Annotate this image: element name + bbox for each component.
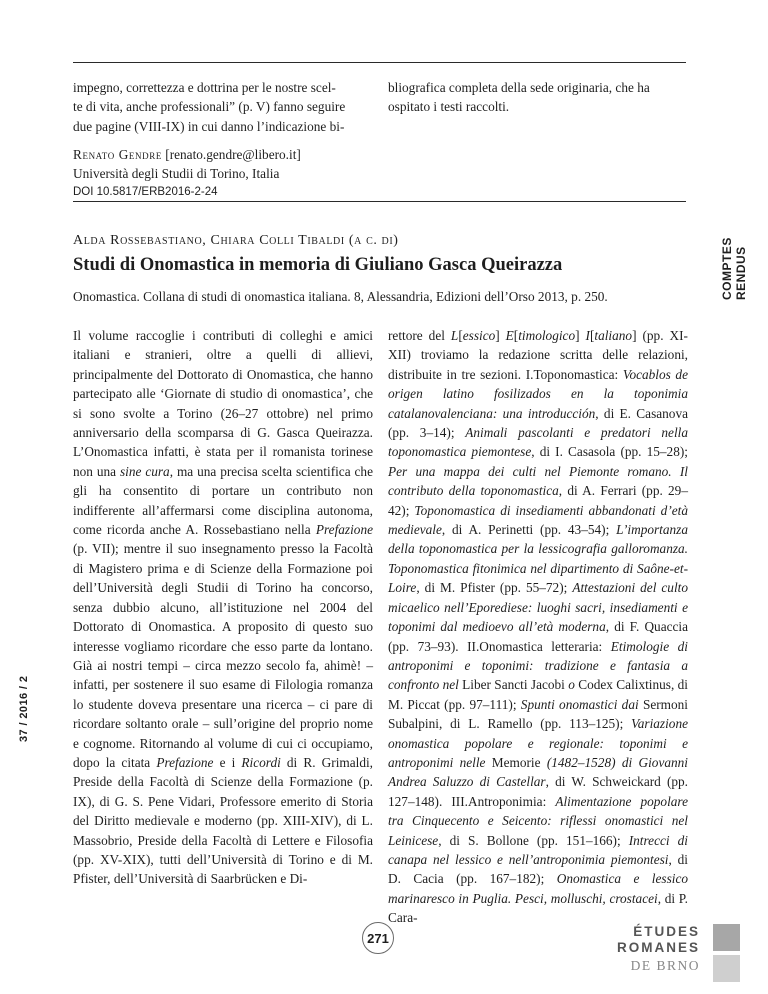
text-line: te di vita, anche professionali” (p. V) fanno seguire bbox=[73, 99, 346, 115]
reviewer-email[interactable]: [renato.gendre@libero.it] bbox=[165, 147, 301, 162]
text-line: due pagine (VIII-IX) in cui danno l’indicazione bi- bbox=[73, 118, 345, 134]
text-line: ospitato i testi raccolti. bbox=[388, 99, 510, 115]
reviewer-name: Renato Gendre bbox=[73, 147, 162, 162]
text-line: impegno, correttezza e dottrina per le nostre scel- bbox=[73, 80, 336, 95]
section-rule bbox=[73, 201, 686, 202]
continuation-left bbox=[73, 78, 373, 136]
body-column-right: rettore del L[essico] E[timologico] I[taliano] (pp. XI-XII) troviamo la redazione scritta delle relazioni, distribuite in tre sezioni. I.Toponomastica: Vocablos de origen latino fosilizados en la toponimia catalanovalenciana: una introducción, di E. Casanova (pp. 3–14); Animali pascolanti e predatori nella toponomastica piemontese, di I. Casasola (pp. 15–28); Per una mappa dei culti nel Piemonte romano. Il contributo della toponomastica, di A. Ferrari (pp. 29–42); Toponomastica di insediamenti abbandonati d’età medievale, di A. Perinetti (pp. 43–54); L’importanza della toponomastica per la lessicografia galloromanza. Toponomastica fitonimica nel dipartimento di Saône-et-Loire, di M. Pfister (pp. 55–72); Attestazioni del culto micaelico nell’Eporediese: luoghi sacri, insediamenti e toponimi dal medioevo all’età moderna, di F. Quaccia (pp. 73–93). II.Onomastica letteraria: Etimologie di antroponimi e toponimi: tradizione e fantasia a confronto nel Liber Sancti Jacobi o Codex Calixtinus, di M. Piccat (pp. 97–111); Spunti onomastici dai Sermoni Subalpini, di L. Ramello (pp. 113–125); Variazione onomastica popolare e regionale: toponimi e antroponimi nelle Memorie (1482–1528) di Giovanni Andrea Saluzzo di Castellar, di W. Schweickard (pp. 127–148). III.Antroponimia: Alimentazione popolare tra Cinquecento e Seicento: riflessi onomastici nel Leinicese, di S. Bollone (pp. 151–166); Intrecci di canapa nel lessico e nell’antroponimia piemontesi, di D. Cacia (pp. 167–182); Onomastica e lessico marinaresco in Puglia. Pesci, molluschi, crostacei, di P. Cara- bbox=[388, 328, 689, 926]
continuation-right bbox=[388, 78, 688, 117]
text-line: bliografica completa della sede originaria, che ha bbox=[388, 80, 650, 95]
section-label-comptes-rendus: COMPTES RENDUS bbox=[720, 237, 748, 300]
logo-square-icon bbox=[713, 924, 740, 951]
review-authors: Alda Rossebastiano, Chiara Colli Tibaldi (a c. di) bbox=[73, 233, 399, 248]
body-column-left: Il volume raccoglie i contributi di colleghi e amici italiani e stranieri, oltre a quelli di allievi, principalmente del Dottorato di Onomastica, che hanno partecipato alle ‘Giornate di studio di onomastica’, che si sono svolte a Torino (26–27 ottobre) nel primo anniversario della scomparsa di G. Gasca Queirazza. L’Onomastica infatti, è stata per il romanista torinese non una sine cura, ma una precisa scelta scientifica che gli ha consentito di portare un contributo non indifferente all’affermarsi come disciplina autonoma, come ricorda anche A. Rossebastiano nella Prefazione (p. VII); mentre il suo insegnamento presso la Facoltà di Magistero prima e di Scienze della Formazione poi dell’Università degli Studii di Torino ha concorso, senza dubbio alcuno, all’istituzione nel 2004 del Dottorato di Onomastica. A proposito di questo suo interesse vogliamo ricordare che esso parte da lontano. Già ai nostri tempi – circa mezzo secolo fa, ahimè! – infatti, per sostenere il suo esame di Filologia romanza lo studente doveva presentare una ricerca – ci pare di ricordare soltanto orale – sull’origine del proprio nome e cognome. Ritornando al volume di cui ci occupiamo, dopo la citata Prefazione e i Ricordi di R. Grimaldi, Preside della Facoltà di Scienze della Formazione (p. IX), di G. S. Pene Vidari, Professore emerito di Storia del Diritto medievale e moderno (pp. XIII-XIV), di L. Massobrio, Preside della Facoltà di Lettere e Filosofia (pp. XV-XIX), tutti dell’Università di Torino e di M. Pfister, dell’Università di Saarbrücken e Di- bbox=[73, 328, 374, 887]
page-number: 271 bbox=[362, 922, 394, 954]
top-rule bbox=[73, 62, 686, 63]
journal-logo bbox=[600, 924, 740, 984]
reviewer-block bbox=[73, 145, 301, 202]
logo-line-de-brno: DE BRNO bbox=[630, 958, 700, 973]
logo-square-icon bbox=[713, 955, 740, 982]
review-title: Studi di Onomastica in memoria di Giuliano Gasca Queirazza bbox=[73, 255, 563, 275]
logo-line-romanes: ROMANES bbox=[616, 940, 700, 955]
doi[interactable]: DOI 10.5817/ERB2016-2-24 bbox=[73, 186, 218, 198]
review-publication: Onomastica. Collana di studi di onomastica italiana. 8, Alessandria, Edizioni dell’Orso 2013, p. 250. bbox=[73, 289, 608, 304]
reviewer-affiliation: Università degli Studii di Torino, Italia bbox=[73, 166, 280, 181]
logo-line-etudes: ÉTUDES bbox=[633, 924, 700, 939]
issue-label: 37 / 2016 / 2 bbox=[18, 675, 30, 742]
